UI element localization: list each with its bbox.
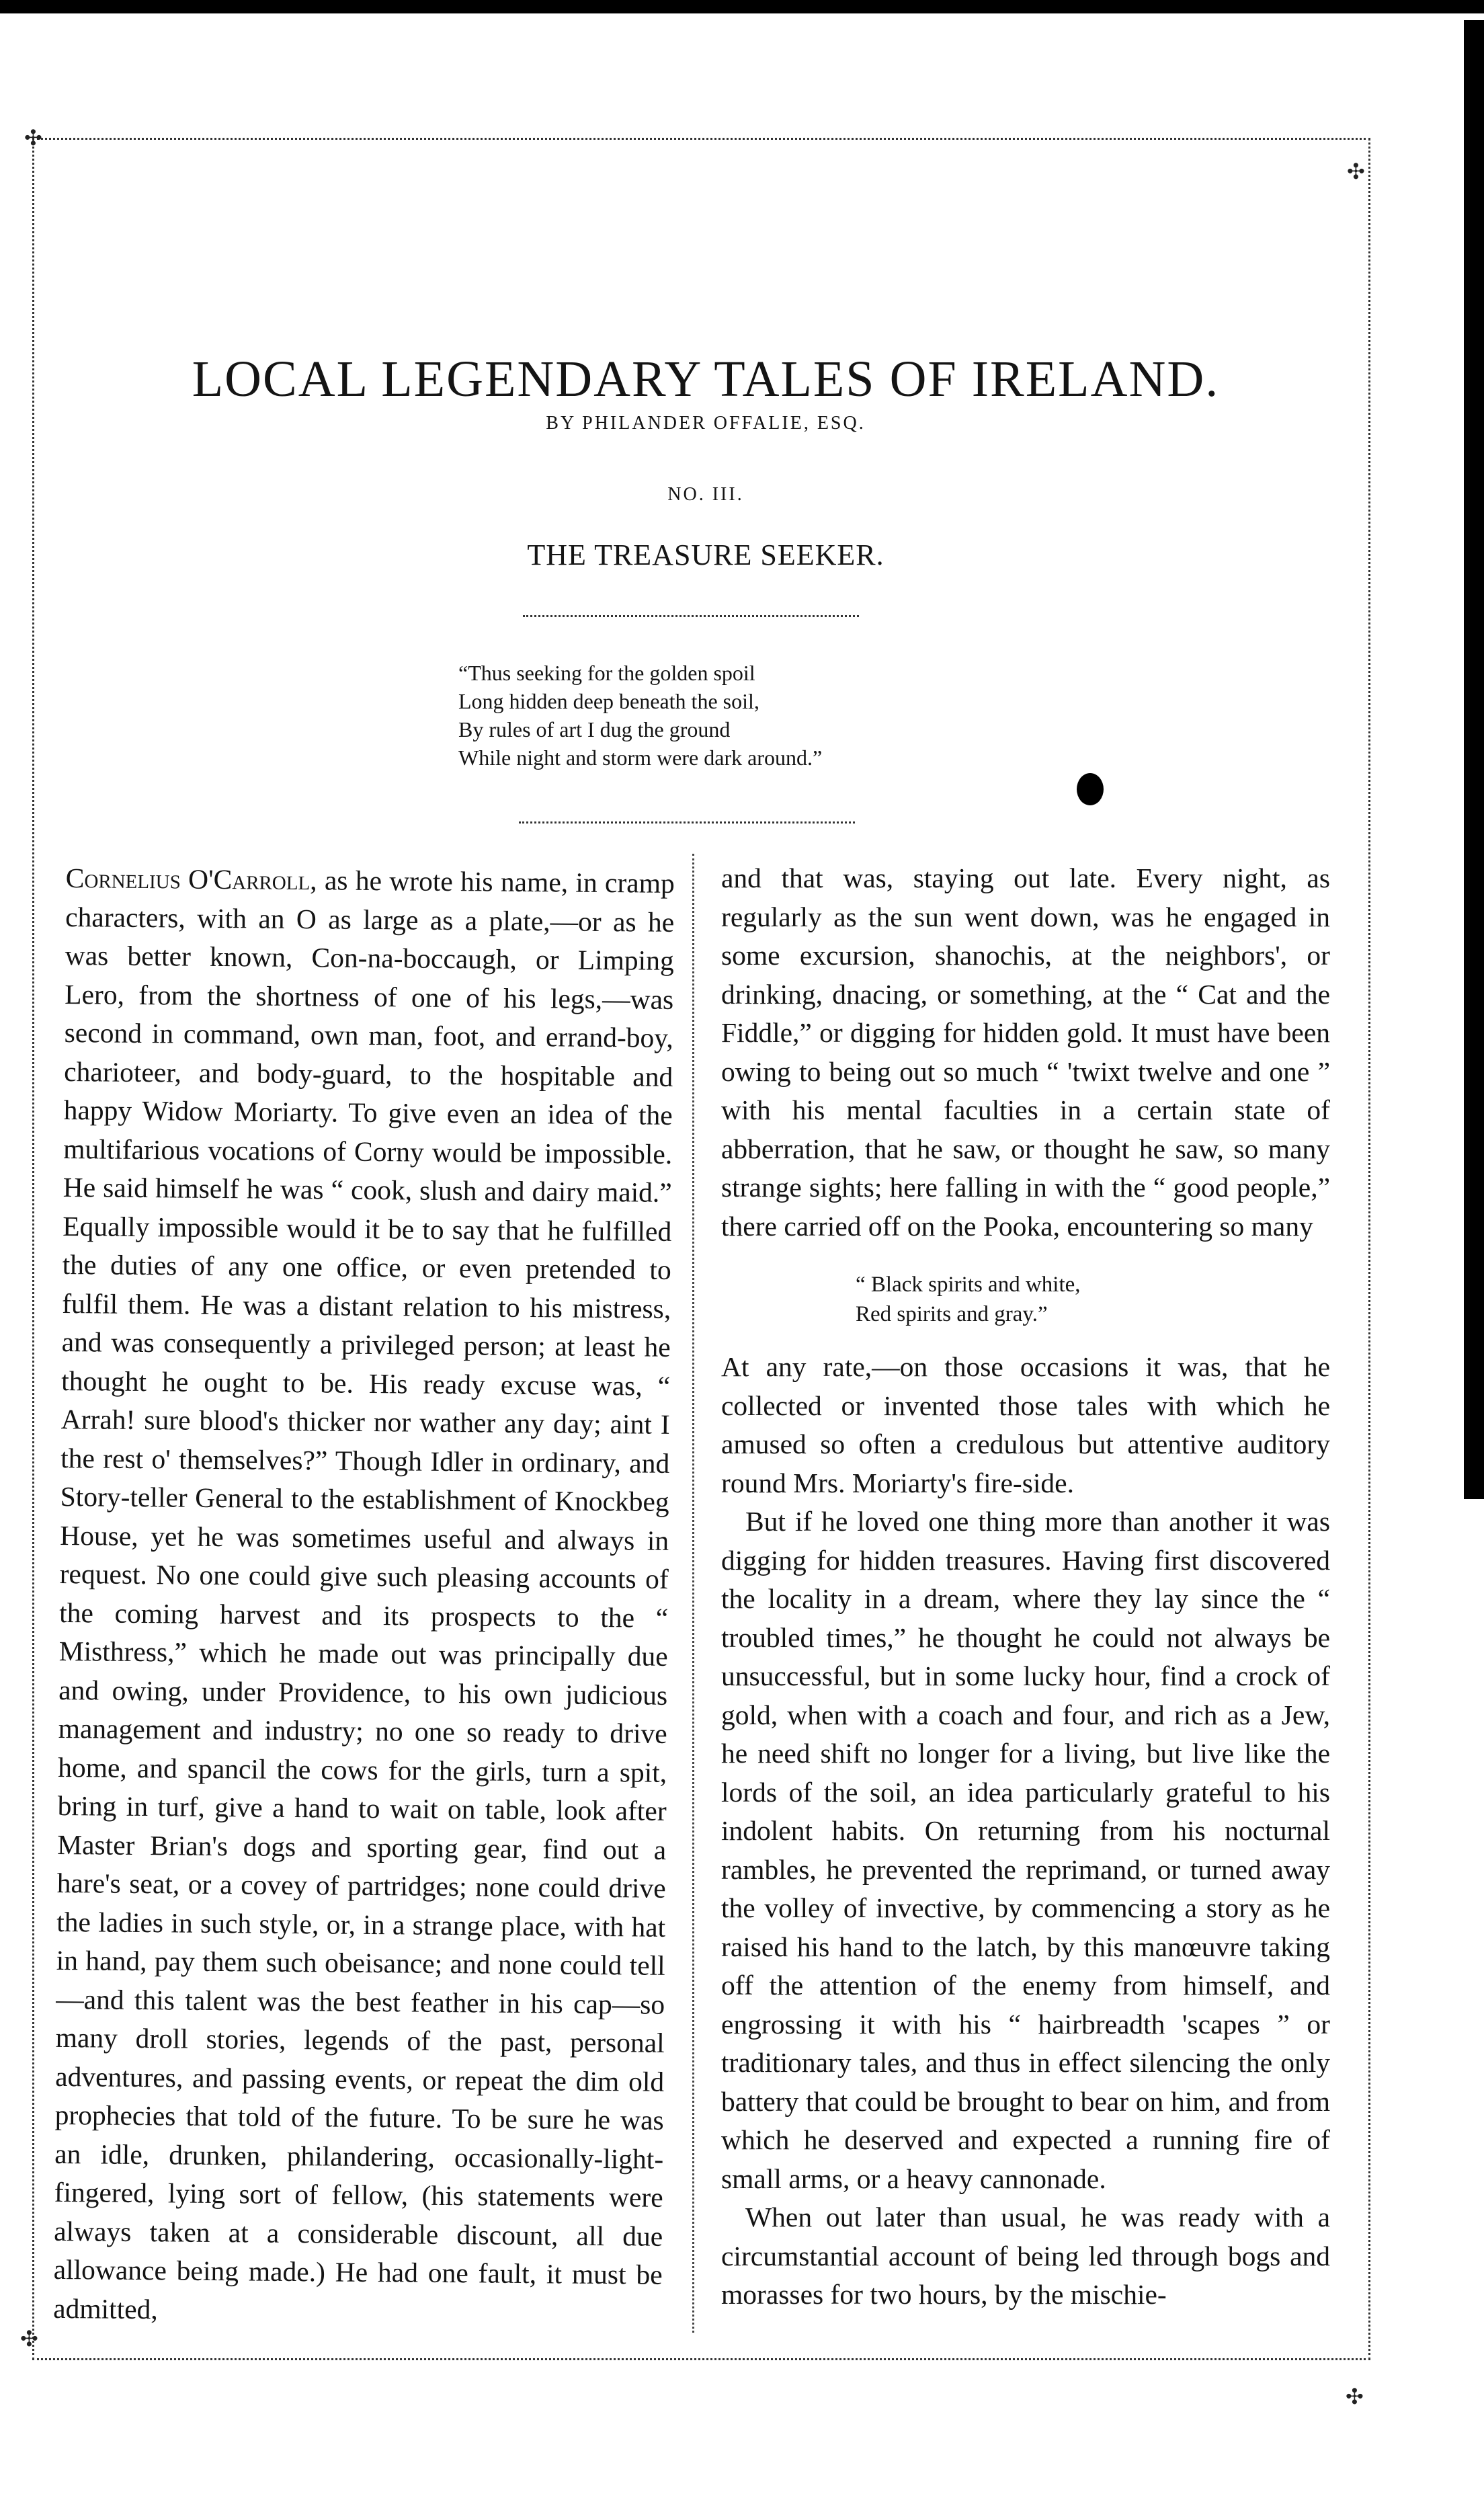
column-divider (692, 854, 694, 2333)
scan-top-edge (0, 0, 1484, 13)
story-title: THE TREASURE SEEKER. (527, 538, 884, 571)
epigraph-line: By rules of art I dug the ground (458, 717, 731, 741)
paragraph-text: , as he wrote his name, in cramp characters, with an O as large as a plate,—or as he was better known, Con-na-boccaugh, or Limping Lero, from the shortness of one of his legs,—was second in command, own man, foot, and errand-boy, charioteer, and body-guard, to the hospitable and happy Widow Moriarty. To give even an idea of the multifarious vocations of Corny would be impossible. He said himself he was “ cook, slush and dairy maid.” Equally impossible would it be to say that he fulfilled the duties of any one office, or even pretended to fulfil them. He was a distant relation to his mistress, and was consequently a privileged person; at least he thought he ought to be. His ready excuse was, “ Arrah! sure blood's thicker nor wather any day; aint I the rest o' themselves?” Though Idler in ordinary, and Story-teller General to the establishment of Knockbeg House, yet he was sometimes useful and always in request. No one could give such pleasing accounts of the coming harvest and its prospects to the “ Misthress,” which he made out was principally due and owing, under Providence, to his own judicious management and industry; no one so ready to drive home, and spancil the cows for the girls, turn a spit, bring in turf, give a hand to wait on table, look after Master Brian's dogs and sporting gear, find out a hare's seat, or a covey of partridges; none could drive the ladies in such style, or, in a strange place, with hat in hand, pay them such obeisance; and none could tell—and this talent was the best feather in his cap—so many droll stories, legends of the past, personal adventures, and passing events, or repeat the dim old prophecies that told of the future. To be sure he was an idle, drunken, philandering, occasionally-light-fingered, lying sort of fellow, (his statements were always taken at a considerable discount, all due allowance being made.) He had one fault, it must be admitted, (52, 864, 675, 2325)
verse-line: Red spirits and gray.” (856, 1302, 1048, 1326)
corner-ornament-bottom-right: ✣ (1346, 2384, 1364, 2409)
ink-blot (1077, 773, 1104, 805)
rule-top (523, 615, 859, 617)
paragraph: and that was, staying out late. Every night, as regularly as the sun went down, was he engaged in some excursion, shanochis, at the neighbors', or drinking, dnacing, or something, at the “ Cat and the Fiddle,” or digging for hidden gold. It must have been owing to being out so much “ 'twixt twelve and one ” with his mental faculties in a certain state of abberration, that he saw, or thought he saw, so many strange sights; here falling in with the “ good people,” there carried off on the Pooka, encountering so many (721, 862, 1330, 1242)
issue-number: NO. III. (667, 484, 744, 505)
lead-name: Cornelius O'Carroll (65, 862, 311, 896)
byline: BY PHILANDER OFFALIE, ESQ. (546, 413, 866, 434)
corner-ornament-top-right: ✣ (1347, 159, 1365, 184)
rule-bottom (519, 821, 855, 823)
column-left (53, 859, 675, 2333)
paragraph: When out later than usual, he was ready with a circumstantial account of being led through bogs and morasses for two hours, by the mischie- (721, 2202, 1330, 2310)
epigraph-line: “Thus seeking for the golden spoil (458, 661, 755, 685)
scan-right-edge (1464, 20, 1484, 1499)
paragraph: But if he loved one thing more than another it was digging for hidden treasures. Having first discovered the locality in a dream, where they lay since the “ troubled times,” he thought he could not always be unsuccessful, but in some lucky hour, find a crock of gold, when with a coach and four, and rich as a Jew, he need shift no longer for a living, but live like the lords of the soil, an idea particularly grateful to his indolent habits. On returning from his nocturnal rambles, he prevented the reprimand, or turned away the volley of invective, by commencing a story as he raised his hand to the latch, by this manœuvre taking off the attention of the enemy from himself, and engrossing it with his “ hairbreadth 'scapes ” or traditionary tales, and thus in effect silencing the only battery that could be brought to bear on him, and from which he deserved and expected a running fire of small arms, or a heavy cannonade. (721, 1506, 1330, 2194)
corner-ornament-bottom-left: ✣ (20, 2326, 38, 2351)
corner-ornament-top-left: ✣ (24, 125, 42, 151)
verse-line: “ Black spirits and white, (856, 1273, 1081, 1297)
page-title: LOCAL LEGENDARY TALES OF IRELAND. (192, 350, 1220, 407)
epigraph-line: Long hidden deep beneath the soil, (458, 689, 759, 713)
paragraph (53, 859, 675, 2333)
paragraph: At any rate,—on those occasions it was, that he collected or invented those tales with which he amused so often a credulous but attentive auditory round Mrs. Moriarty's fire-side. (721, 1351, 1330, 1498)
column-right (721, 859, 1330, 2315)
epigraph (458, 659, 969, 772)
inset-verse (721, 1270, 1330, 1329)
epigraph-line: While night and storm were dark around.” (458, 746, 823, 770)
